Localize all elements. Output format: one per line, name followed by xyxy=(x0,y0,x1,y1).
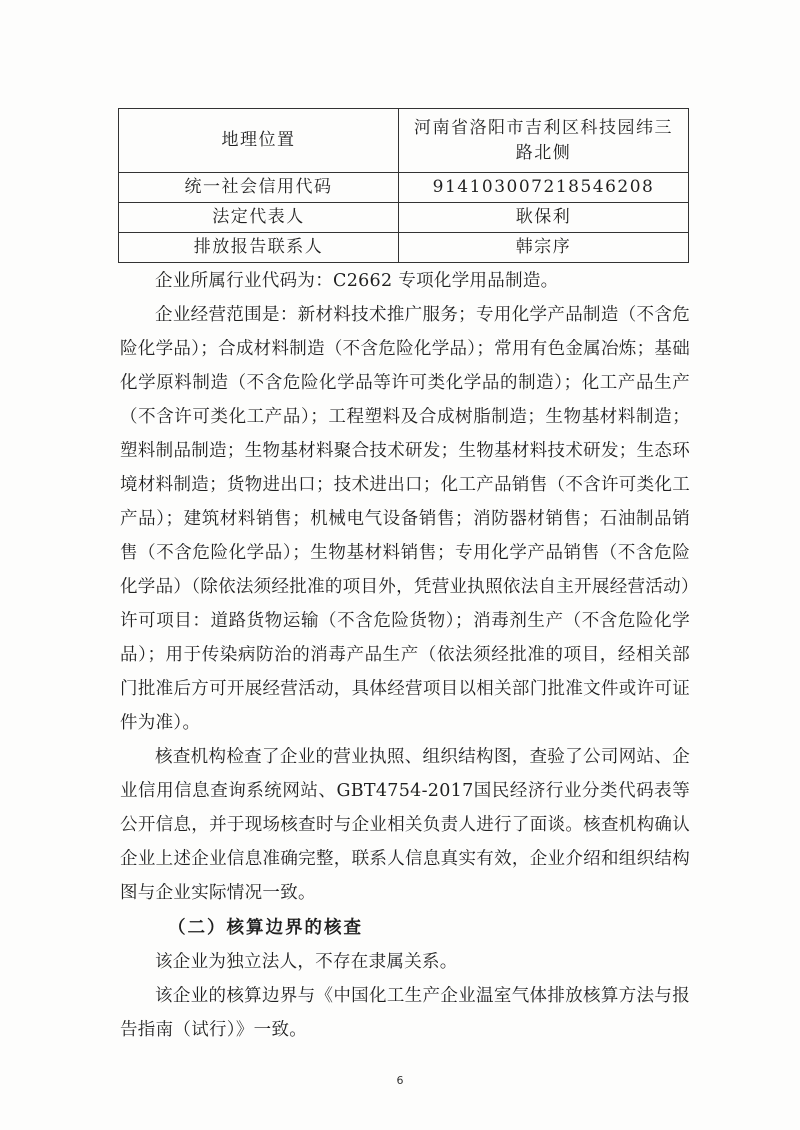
table-cell-value: 耿保利 xyxy=(399,203,689,233)
table-row xyxy=(119,233,689,263)
table-cell-label: 排放报告联系人 xyxy=(119,233,399,263)
table-row xyxy=(119,203,689,233)
page-number: 6 xyxy=(396,1074,404,1087)
table-row xyxy=(119,109,689,173)
boundary-consistency-paragraph: 该企业的核算边界与《中国化工生产企业温室气体排放核算方法与报告指南（试行）》一致。 xyxy=(120,986,690,1040)
company-info-table xyxy=(118,108,689,263)
table-cell-value: 河南省洛阳市吉利区科技园纬三路北侧 xyxy=(399,109,689,173)
business-scope-paragraph: 企业经营范围是：新材料技术推广服务；专用化学产品制造（不含危险化学品）；合成材料制造（不含危险化学品）；常用有色金属冶炼；基础化学原料制造（不含危险化学品等许可类化学品的制造）；化工产品生产（不含许可类化工产品）；工程塑料及合成树脂制造；生物基材料制造；塑料制品制造；生物基材料聚合技术研发；生物基材料技术研发；生态环境材料制造；货物进出口；技术进出口；化工产品销售（不含许可类化工产品）；建筑材料销售；机械电气设备销售；消防器材销售；石油制品销售（不含危险化学品）；生物基材料销售；专用化学产品销售（不含危险化学品）（除依法须经批准的项目外，凭营业执照依法自主开展经营活动）许可项目：道路货物运输（不含危险货物）；消毒剂生产（不含危险化学品）；用于传染病防治的消毒产品生产（依法须经批准的项目，经相关部门批准后方可开展经营活动，具体经营项目以相关部门批准文件或许可证件为准）。 xyxy=(120,305,690,733)
table-cell-value: 韩宗序 xyxy=(399,233,689,263)
table-cell-label: 地理位置 xyxy=(119,109,399,173)
document-body xyxy=(120,264,690,1047)
table-cell-value: 91410300721854620​8 xyxy=(399,173,689,203)
independent-entity-paragraph: 该企业为独立法人，不存在隶属关系。 xyxy=(155,952,458,972)
table-row xyxy=(119,173,689,203)
verification-paragraph: 核查机构检查了企业的营业执照、组织结构图，查验了公司网站、企业信用信息查询系统网站、GBT4754-2017国民经济行业分类代码表等公开信息，并于现场核查时与企业相关负责人进行了面谈。核查机构确认企业上述企业信息准确完整，联系人信息真实有效，企业介绍和组织结构图与企业实际情况一致。 xyxy=(120,747,690,903)
table-cell-label: 法定代表人 xyxy=(119,203,399,233)
industry-code-paragraph: 企业所属行业代码为：C2662 专项化学用品制造。 xyxy=(155,271,559,291)
table-cell-label: 统一社会信用代码 xyxy=(119,173,399,203)
section-heading: （二）核算边界的核查 xyxy=(168,918,363,938)
